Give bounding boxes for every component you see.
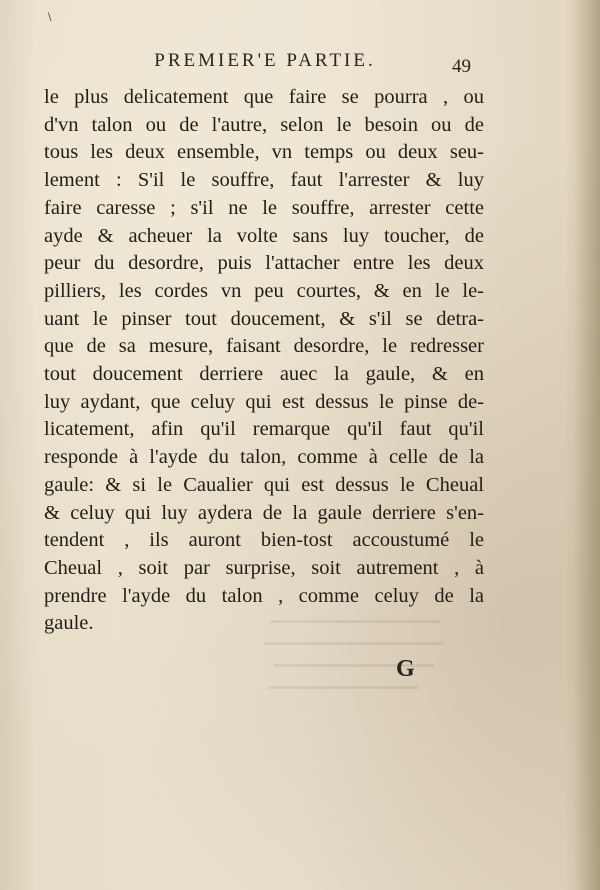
text-line: Cheual , soit par surprise, soit autrement , à bbox=[44, 556, 484, 579]
running-head: PREMIER'E PARTIE. bbox=[154, 50, 376, 71]
show-through-texture bbox=[260, 610, 460, 710]
text-line: & celuy qui luy aydera de la gaule derriere s'en- bbox=[44, 501, 484, 524]
text-line: faire caresse ; s'il ne le souffre, arrester cette bbox=[44, 196, 484, 219]
text-line: que de sa mesure, faisant desordre, le redresser bbox=[44, 335, 484, 358]
text-line: pilliers, les cordes vn peu courtes, & en le le- bbox=[44, 279, 484, 302]
text-line: gaule: & si le Caualier qui est dessus le Cheual bbox=[44, 473, 484, 496]
text-line: tendent , ils auront bien-tost accoustumé le bbox=[44, 529, 484, 552]
page-number: 49 bbox=[452, 56, 471, 77]
text-line: prendre l'ayde du talon , comme celuy de la bbox=[44, 584, 484, 607]
text-line: licatement, afin qu'il remarque qu'il faut qu'il bbox=[44, 418, 484, 441]
signature-mark: G bbox=[396, 656, 415, 682]
text-line: luy aydant, que celuy qui est dessus le pinse de- bbox=[44, 390, 484, 413]
text-line: uant le pinser tout doucement, & s'il se detra- bbox=[44, 307, 484, 330]
text-line: le plus delicatement que faire se pourra , ou bbox=[44, 86, 484, 108]
text-line: tout doucement derriere auec la gaule, & en bbox=[44, 363, 484, 386]
text-line: gaule. bbox=[44, 612, 94, 635]
text-line: ayde & acheuer la volte sans luy toucher, de bbox=[44, 224, 484, 247]
text-line: responde à l'ayde du talon, comme à celle de la bbox=[44, 446, 484, 469]
body-text bbox=[44, 84, 484, 638]
text-line: peur du desordre, puis l'attacher entre les deux bbox=[44, 252, 484, 275]
text-line: tous les deux ensemble, vn temps ou deux seu- bbox=[44, 141, 484, 164]
corner-mark: \ bbox=[48, 12, 52, 23]
text-line: d'vn talon ou de l'autre, selon le besoin ou de bbox=[44, 113, 484, 136]
text-line: lement : S'il le souffre, faut l'arrester & luy bbox=[44, 169, 484, 192]
